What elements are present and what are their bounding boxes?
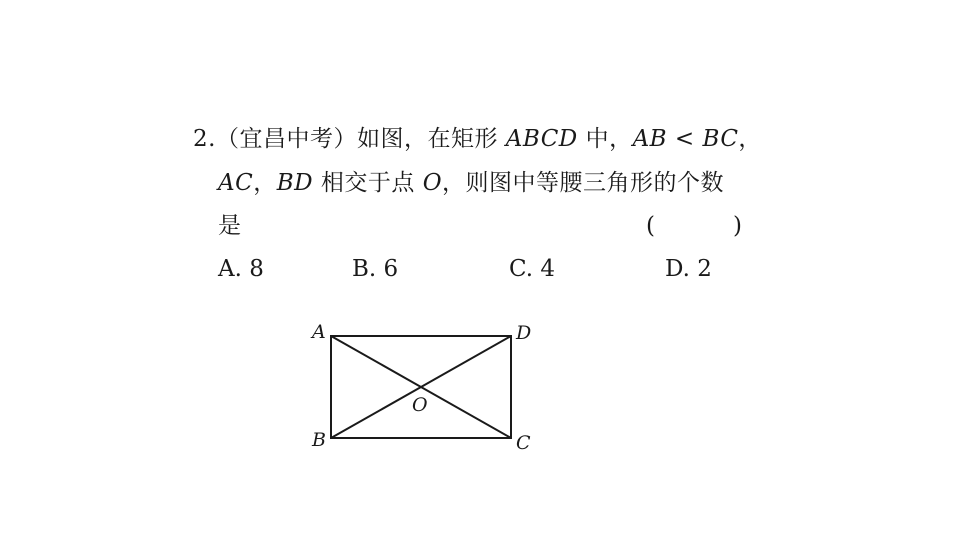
option-c[interactable]: C. 4 (509, 256, 556, 282)
less-than: < (674, 126, 695, 152)
segment-bc: BC (702, 126, 739, 152)
segment-ab: AB (632, 126, 668, 152)
segment-ac: AC (218, 170, 254, 196)
point-o: O (422, 170, 443, 196)
option-a[interactable]: A. 8 (218, 256, 264, 282)
label-a: A (312, 321, 326, 343)
question-line-1 (193, 124, 762, 154)
question-number: 2. (193, 126, 216, 152)
question-text: 是 (218, 213, 242, 239)
separator: ， (253, 170, 277, 196)
rectangle-figure (300, 310, 550, 460)
question-text: 中， (585, 126, 633, 152)
answer-paren-close: ) (733, 213, 742, 239)
question-source: （宜昌中考） (215, 126, 357, 152)
question-line-3 (218, 211, 242, 241)
question-text: 如图，在矩形 (356, 126, 498, 152)
question-text: ，则图中等腰三角形的个数 (442, 170, 725, 196)
label-d: D (516, 322, 532, 344)
label-b: B (312, 429, 326, 451)
answer-paren-open: ( (646, 213, 655, 239)
question-line-2 (218, 168, 724, 198)
question-text: 相交于点 (320, 170, 415, 196)
label-c: C (516, 432, 531, 454)
option-d[interactable]: D. 2 (665, 256, 712, 282)
comma: ， (738, 126, 762, 152)
rect-name: ABCD (505, 126, 578, 152)
option-b[interactable]: B. 6 (352, 256, 399, 282)
segment-bd: BD (276, 170, 314, 196)
label-o: O (412, 394, 428, 416)
